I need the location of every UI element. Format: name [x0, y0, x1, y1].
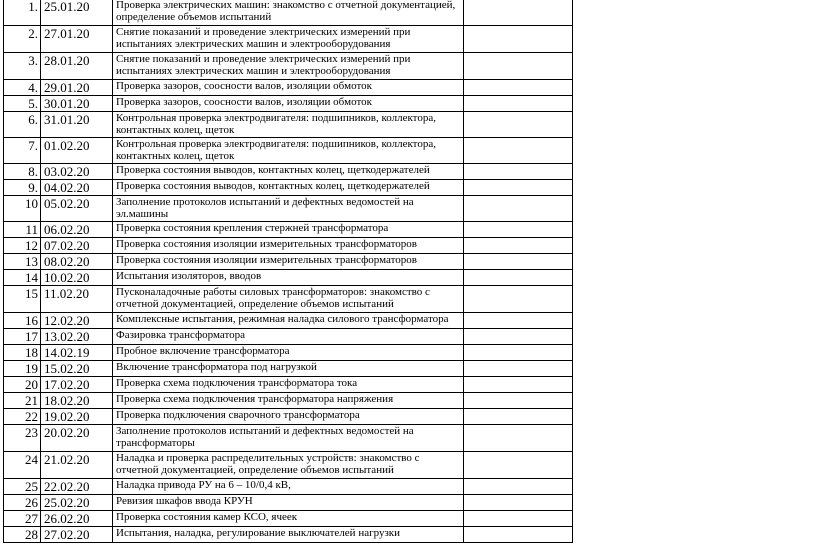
- row-work-description: Фазировка трансформатора: [113, 329, 464, 345]
- row-empty-cell: [464, 329, 573, 345]
- table-row: [4, 53, 573, 80]
- row-date: 29.01.20: [41, 80, 113, 96]
- row-date: 26.02.20: [41, 511, 113, 527]
- row-number: 28: [4, 527, 41, 543]
- row-number: 8.: [4, 164, 41, 180]
- row-empty-cell: [464, 180, 573, 196]
- row-date: 08.02.20: [41, 254, 113, 270]
- row-date: 12.02.20: [41, 313, 113, 329]
- row-work-description: Испытания, наладка, регулирование выключателей нагрузки: [113, 527, 464, 543]
- table-row: [4, 361, 573, 377]
- table-row: [4, 26, 573, 53]
- row-date: 27.02.20: [41, 527, 113, 543]
- table-row: [4, 96, 573, 112]
- row-date: 31.01.20: [41, 112, 113, 138]
- row-empty-cell: [464, 238, 573, 254]
- row-number: 26: [4, 495, 41, 511]
- row-work-description: Наладка и проверка распределительных устройств: знакомство с отчетной документацией, определение объемов испытаний: [113, 452, 464, 479]
- row-date: 20.02.20: [41, 425, 113, 452]
- row-empty-cell: [464, 286, 573, 313]
- row-number: 20: [4, 377, 41, 393]
- row-number: 25: [4, 479, 41, 495]
- row-date: 01.02.20: [41, 138, 113, 164]
- row-work-description: Заполнение протоколов испытаний и дефектных ведомостей на эл.машины: [113, 196, 464, 222]
- row-empty-cell: [464, 393, 573, 409]
- row-number: 17: [4, 329, 41, 345]
- table-row: [4, 345, 573, 361]
- row-date: 06.02.20: [41, 222, 113, 238]
- table-row: [4, 425, 573, 452]
- row-empty-cell: [464, 254, 573, 270]
- row-work-description: Проверка электрических машин: знакомство с отчетной документацией, определение объемов испытаний: [113, 0, 464, 26]
- row-date: 11.02.20: [41, 286, 113, 313]
- row-empty-cell: [464, 452, 573, 479]
- row-date: 14.02.19: [41, 345, 113, 361]
- row-empty-cell: [464, 345, 573, 361]
- row-work-description: Проверка состояния выводов, контактных колец, щеткодержателей: [113, 164, 464, 180]
- row-number: 6.: [4, 112, 41, 138]
- row-empty-cell: [464, 26, 573, 53]
- table-row: [4, 222, 573, 238]
- table-row: [4, 329, 573, 345]
- table-row: [4, 254, 573, 270]
- table-row: [4, 479, 573, 495]
- row-empty-cell: [464, 527, 573, 543]
- row-work-description: Контрольная проверка электродвигателя: подшипников, коллектора, контактных колец, щеток: [113, 138, 464, 164]
- row-empty-cell: [464, 313, 573, 329]
- row-empty-cell: [464, 495, 573, 511]
- row-work-description: Испытания изоляторов, вводов: [113, 270, 464, 286]
- row-work-description: Проверка зазоров, соосности валов, изоляции обмоток: [113, 80, 464, 96]
- row-empty-cell: [464, 53, 573, 80]
- row-work-description: Проверка схема подключения трансформатора тока: [113, 377, 464, 393]
- row-date: 05.02.20: [41, 196, 113, 222]
- row-empty-cell: [464, 222, 573, 238]
- row-number: 2.: [4, 26, 41, 53]
- row-number: 11: [4, 222, 41, 238]
- row-date: 17.02.20: [41, 377, 113, 393]
- row-number: 14: [4, 270, 41, 286]
- row-work-description: Пусконаладочные работы силовых трансформаторов: знакомство с отчетной документацией, определение объемов испытаний: [113, 286, 464, 313]
- row-number: 13: [4, 254, 41, 270]
- row-date: 19.02.20: [41, 409, 113, 425]
- row-work-description: Проверка состояния крепления стержней трансформатора: [113, 222, 464, 238]
- table-row: [4, 393, 573, 409]
- row-date: 21.02.20: [41, 452, 113, 479]
- row-work-description: Включение трансформатора под нагрузкой: [113, 361, 464, 377]
- row-work-description: Проверка схема подключения трансформатора напряжения: [113, 393, 464, 409]
- row-empty-cell: [464, 96, 573, 112]
- row-number: 12: [4, 238, 41, 254]
- row-work-description: Ревизия шкафов ввода КРУН: [113, 495, 464, 511]
- table-row: [4, 238, 573, 254]
- row-number: 15: [4, 286, 41, 313]
- row-work-description: Проверка зазоров, соосности валов, изоляции обмоток: [113, 96, 464, 112]
- row-empty-cell: [464, 377, 573, 393]
- table-row: [4, 0, 573, 26]
- table-row: [4, 511, 573, 527]
- table-row: [4, 377, 573, 393]
- table-row: [4, 409, 573, 425]
- row-work-description: Комплексные испытания, режимная наладка силового трансформатора: [113, 313, 464, 329]
- row-date: 27.01.20: [41, 26, 113, 53]
- row-number: 27: [4, 511, 41, 527]
- row-date: 13.02.20: [41, 329, 113, 345]
- table-row: [4, 452, 573, 479]
- row-date: 22.02.20: [41, 479, 113, 495]
- row-work-description: Проверка подключения сварочного трансформатора: [113, 409, 464, 425]
- row-date: 25.02.20: [41, 495, 113, 511]
- row-number: 3.: [4, 53, 41, 80]
- row-empty-cell: [464, 270, 573, 286]
- row-work-description: Проверка состояния выводов, контактных колец, щеткодержателей: [113, 180, 464, 196]
- table-row: [4, 286, 573, 313]
- row-number: 23: [4, 425, 41, 452]
- row-empty-cell: [464, 80, 573, 96]
- row-date: 03.02.20: [41, 164, 113, 180]
- row-empty-cell: [464, 0, 573, 26]
- row-work-description: Снятие показаний и проведение электрических измерений при испытаниях электрических машин и электрооборудования: [113, 26, 464, 53]
- row-empty-cell: [464, 112, 573, 138]
- row-number: 10: [4, 196, 41, 222]
- schedule-table-body: [4, 0, 573, 543]
- row-number: 7.: [4, 138, 41, 164]
- schedule-table: [3, 0, 573, 543]
- row-empty-cell: [464, 409, 573, 425]
- row-date: 28.01.20: [41, 53, 113, 80]
- table-row: [4, 495, 573, 511]
- row-empty-cell: [464, 425, 573, 452]
- row-empty-cell: [464, 164, 573, 180]
- table-row: [4, 270, 573, 286]
- row-date: 30.01.20: [41, 96, 113, 112]
- row-number: 19: [4, 361, 41, 377]
- row-empty-cell: [464, 196, 573, 222]
- row-work-description: Контрольная проверка электродвигателя: подшипников, коллектора, контактных колец, щеток: [113, 112, 464, 138]
- table-row: [4, 164, 573, 180]
- table-row: [4, 313, 573, 329]
- row-number: 4.: [4, 80, 41, 96]
- row-date: 07.02.20: [41, 238, 113, 254]
- row-date: 15.02.20: [41, 361, 113, 377]
- row-number: 16: [4, 313, 41, 329]
- row-work-description: Пробное включение трансформатора: [113, 345, 464, 361]
- row-number: 1.: [4, 0, 41, 26]
- table-row: [4, 196, 573, 222]
- row-number: 18: [4, 345, 41, 361]
- row-number: 24: [4, 452, 41, 479]
- table-row: [4, 527, 573, 543]
- table-row: [4, 180, 573, 196]
- row-work-description: Проверка состояния камер КСО, ячеек: [113, 511, 464, 527]
- row-empty-cell: [464, 361, 573, 377]
- table-row: [4, 112, 573, 138]
- table-row: [4, 138, 573, 164]
- row-empty-cell: [464, 479, 573, 495]
- row-empty-cell: [464, 138, 573, 164]
- row-work-description: Заполнение протоколов испытаний и дефектных ведомостей на трансформаторы: [113, 425, 464, 452]
- row-date: 25.01.20: [41, 0, 113, 26]
- row-work-description: Снятие показаний и проведение электрических измерений при испытаниях электрических машин и электрооборудования: [113, 53, 464, 80]
- row-work-description: Проверка состояния изоляции измерительных трансформаторов: [113, 238, 464, 254]
- row-work-description: Проверка состояния изоляции измерительных трансформаторов: [113, 254, 464, 270]
- row-work-description: Наладка привода РУ на 6 – 10/0,4 кВ,: [113, 479, 464, 495]
- row-number: 9.: [4, 180, 41, 196]
- row-date: 04.02.20: [41, 180, 113, 196]
- table-row: [4, 80, 573, 96]
- row-empty-cell: [464, 511, 573, 527]
- row-number: 5.: [4, 96, 41, 112]
- row-number: 21: [4, 393, 41, 409]
- row-number: 22: [4, 409, 41, 425]
- row-date: 18.02.20: [41, 393, 113, 409]
- row-date: 10.02.20: [41, 270, 113, 286]
